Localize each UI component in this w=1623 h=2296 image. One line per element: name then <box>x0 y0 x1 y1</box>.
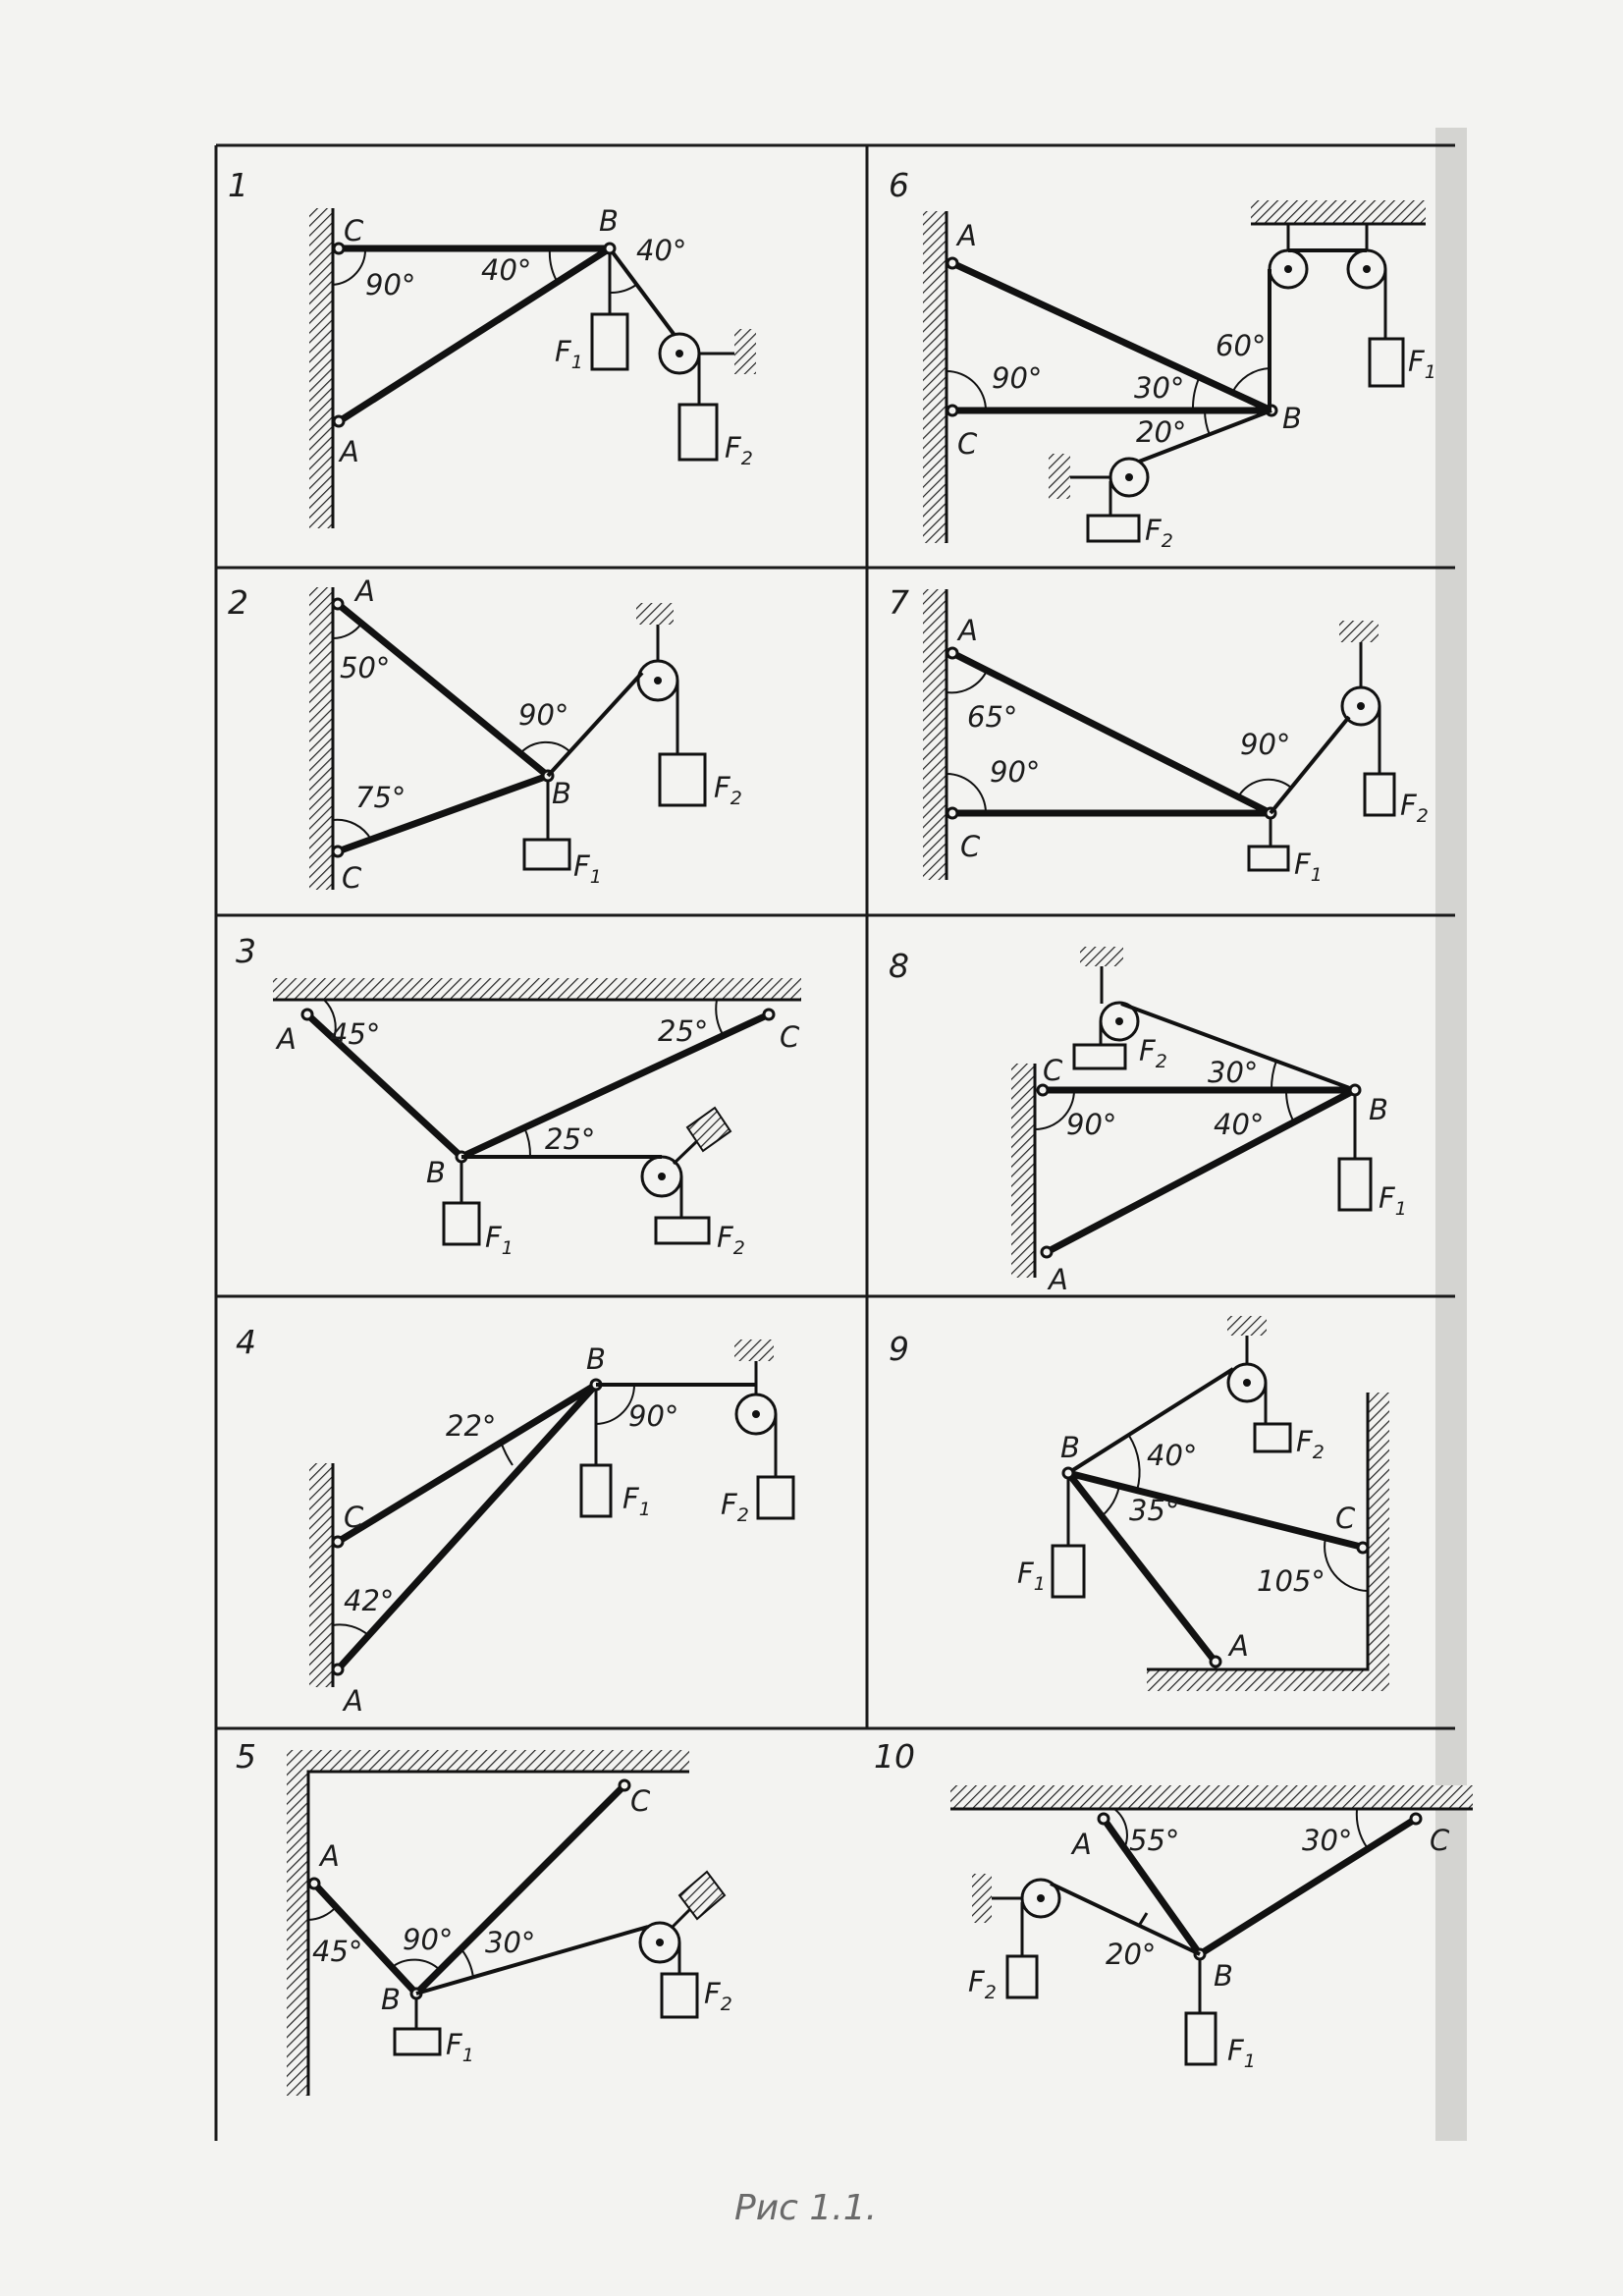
force-label-f2: $F_2$ <box>704 1977 732 2015</box>
hinge-a <box>947 648 957 658</box>
label-c: C <box>780 1020 800 1054</box>
angle-label: 30° <box>1134 371 1185 405</box>
label-c: C <box>960 830 981 863</box>
wall-support <box>1011 1064 1035 1278</box>
hinge-c <box>1358 1543 1368 1553</box>
label-c: C <box>344 214 364 247</box>
joint-b <box>1063 1468 1073 1478</box>
force-label-f1: $F_1$ <box>573 849 602 888</box>
panel-number: 5 <box>236 1737 256 1776</box>
angle-label: 50° <box>340 651 391 684</box>
force-label-f2: $F_2$ <box>717 1221 745 1259</box>
label-b: B <box>599 204 619 238</box>
hinge-c <box>764 1010 774 1019</box>
angle-label: 90° <box>628 1399 679 1433</box>
panel-number: 6 <box>889 166 909 204</box>
figure-caption: Рис 1.1. <box>734 2188 878 2228</box>
hinge-c <box>1411 1814 1421 1824</box>
hinge-a <box>334 416 344 426</box>
label-c: C <box>630 1784 651 1818</box>
angle-label: 90° <box>990 755 1041 789</box>
force-label-f2: $F_2$ <box>968 1965 997 2003</box>
panel-number: 10 <box>874 1737 915 1776</box>
joint-b <box>1350 1085 1360 1095</box>
label-c: C <box>342 861 362 895</box>
label-a: A <box>1049 1263 1068 1296</box>
ceiling-support <box>1251 200 1426 224</box>
hinge-a <box>947 258 957 268</box>
hinge-a <box>1042 1247 1052 1257</box>
force-label-f1: $F_1$ <box>1408 345 1436 383</box>
pulley-support <box>1080 947 1123 966</box>
angle-label: 90° <box>518 698 569 732</box>
hinge-a <box>333 1665 343 1674</box>
angle-label: 90° <box>1066 1108 1117 1141</box>
pulley-support <box>1049 454 1070 499</box>
force-label-f2: $F_2$ <box>725 431 753 469</box>
hinge-a <box>309 1879 319 1888</box>
label-a: A <box>340 435 359 468</box>
floor-support <box>1147 1669 1389 1691</box>
label-a: A <box>277 1022 297 1056</box>
wall-support <box>287 1750 308 2096</box>
label-c: C <box>1430 1824 1450 1857</box>
label-a: A <box>957 219 977 252</box>
hinge-a <box>1099 1814 1109 1824</box>
ceiling-support <box>287 1750 689 1772</box>
panel-number: 2 <box>228 583 248 622</box>
hinge-c <box>947 406 957 415</box>
force-label-f1: $F_1$ <box>555 335 583 373</box>
angle-label: 40° <box>481 253 532 287</box>
label-a: A <box>344 1684 363 1718</box>
label-b: B <box>1060 1431 1080 1464</box>
force-label-f1: $F_1$ <box>485 1221 514 1259</box>
panel-number: 8 <box>889 947 909 985</box>
angle-label: 25° <box>658 1014 709 1048</box>
label-b: B <box>552 777 571 810</box>
wall-support <box>309 208 333 528</box>
force-label-f2: $F_2$ <box>1400 789 1429 827</box>
hinge-c <box>620 1780 629 1790</box>
angle-label: 55° <box>1129 1824 1180 1857</box>
angle-label: 75° <box>355 781 406 814</box>
label-c: C <box>957 427 978 461</box>
panel-number: 3 <box>236 932 256 970</box>
force-label-f1: $F_1$ <box>1294 847 1323 886</box>
label-b: B <box>586 1342 606 1376</box>
hinge-c <box>334 244 344 253</box>
label-b: B <box>1282 402 1302 435</box>
wall-support <box>1368 1393 1389 1669</box>
angle-label: 22° <box>446 1409 497 1443</box>
label-a: A <box>1072 1828 1092 1861</box>
force-label-f1: $F_1$ <box>1017 1557 1046 1595</box>
angle-label: 45° <box>330 1017 381 1051</box>
panel-number: 9 <box>889 1330 909 1368</box>
force-label-f1: $F_1$ <box>622 1482 651 1520</box>
angle-label: 90° <box>1240 728 1291 761</box>
pulley-support <box>636 603 674 625</box>
label-b: B <box>381 1983 401 2016</box>
label-a: A <box>1229 1629 1249 1663</box>
angle-label: 30° <box>1302 1824 1353 1857</box>
angle-label: 25° <box>545 1122 596 1156</box>
force-label-f1: $F_1$ <box>1227 2034 1256 2072</box>
pulley-support <box>1339 621 1379 642</box>
angle-label: 30° <box>1208 1056 1259 1089</box>
label-a: A <box>958 614 978 647</box>
angle-label: 35° <box>1129 1494 1180 1527</box>
angle-label: 65° <box>967 700 1018 734</box>
pulley-support <box>734 329 756 374</box>
pulley-support <box>734 1339 774 1361</box>
angle-label: 30° <box>485 1926 536 1959</box>
angle-label: 60° <box>1216 329 1267 362</box>
label-a: A <box>355 574 375 608</box>
force-label-f2: $F_2$ <box>721 1488 749 1526</box>
pulley-support <box>972 1874 992 1923</box>
angle-label: 90° <box>365 268 416 301</box>
force-label-f2: $F_2$ <box>1139 1034 1167 1072</box>
wall-support <box>309 1463 333 1687</box>
angle-label: 40° <box>1147 1439 1198 1472</box>
joint-b <box>605 244 615 253</box>
wall-support <box>309 587 333 890</box>
label-c: C <box>1335 1502 1356 1535</box>
label-b: B <box>426 1156 446 1189</box>
ceiling-support <box>273 978 801 1000</box>
angle-label: 40° <box>636 234 687 267</box>
hinge-c <box>333 1537 343 1547</box>
hinge-a <box>302 1010 312 1019</box>
wall-support <box>923 589 947 880</box>
hinge-c <box>333 847 343 856</box>
ceiling-support <box>950 1785 1473 1809</box>
force-label-f1: $F_1$ <box>1379 1181 1407 1220</box>
label-c: C <box>1043 1054 1063 1087</box>
label-b: B <box>1214 1959 1233 1993</box>
label-a: A <box>320 1839 340 1873</box>
angle-label: 40° <box>1214 1108 1265 1141</box>
force-label-f2: $F_2$ <box>1296 1425 1325 1463</box>
label-b: B <box>1369 1093 1388 1126</box>
wall-support <box>923 211 947 543</box>
angle-label: 105° <box>1257 1564 1325 1598</box>
panel-number: 1 <box>228 166 248 204</box>
force-label-f2: $F_2$ <box>1145 514 1173 552</box>
angle-label: 45° <box>312 1935 363 1968</box>
force-label-f1: $F_1$ <box>446 2028 474 2066</box>
angle-label: 42° <box>344 1584 395 1617</box>
panel-number: 7 <box>889 583 909 622</box>
force-label-f2: $F_2$ <box>714 771 742 809</box>
angle-label: 20° <box>1106 1938 1157 1971</box>
label-c: C <box>344 1501 364 1534</box>
pulley-support <box>1227 1316 1267 1336</box>
hinge-a <box>333 599 343 609</box>
angle-label: 90° <box>992 361 1043 395</box>
angle-label: 20° <box>1136 415 1187 449</box>
hinge-a <box>1211 1657 1220 1667</box>
panel-number: 4 <box>236 1323 256 1361</box>
angle-label: 90° <box>403 1923 454 1956</box>
hinge-c <box>947 808 957 818</box>
